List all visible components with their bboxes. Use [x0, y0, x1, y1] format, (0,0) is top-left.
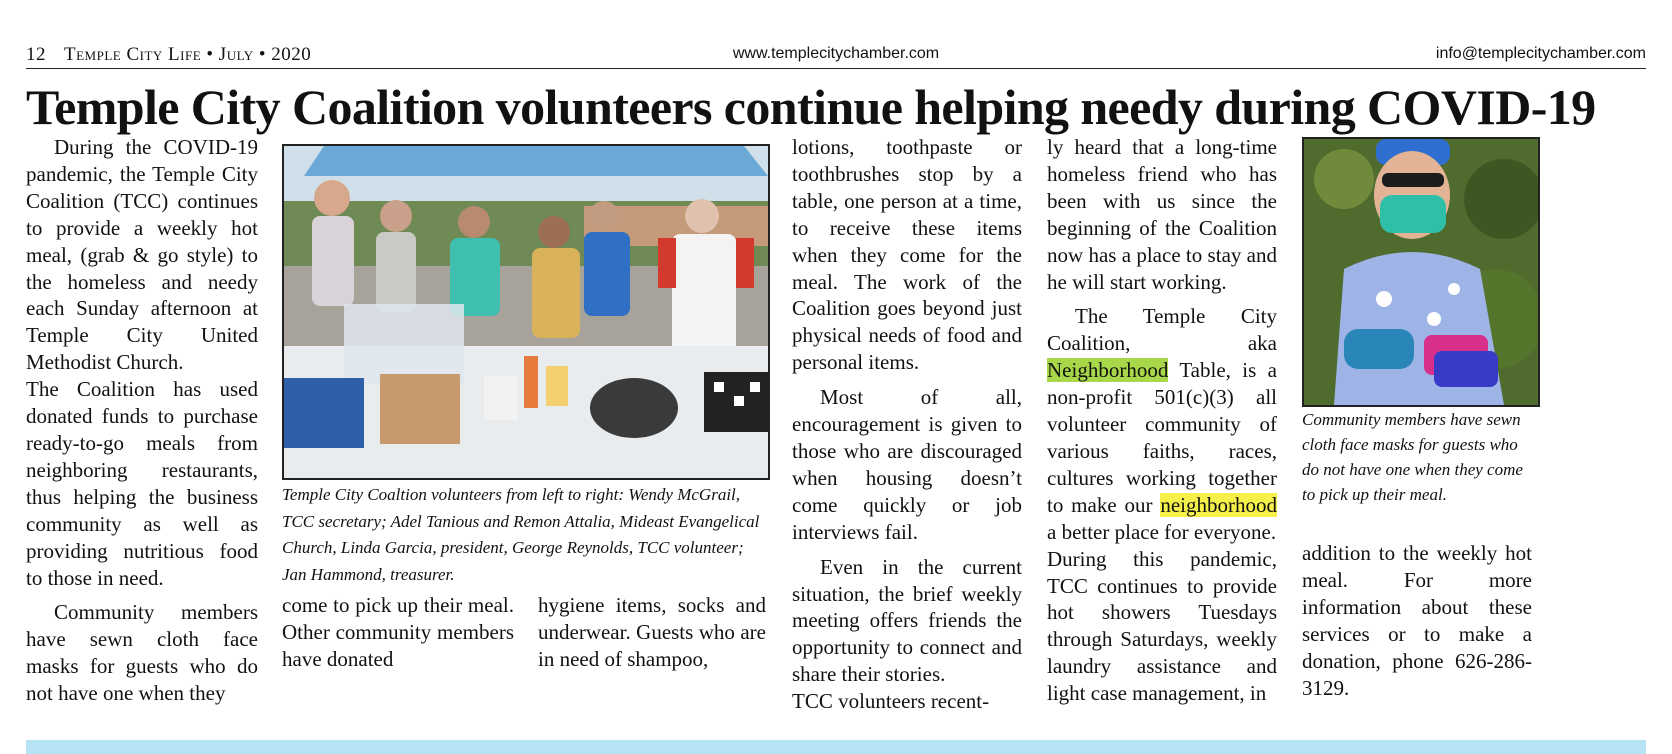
paragraph: hygiene items, socks and underwear. Guests who are in need of shampoo, [538, 593, 766, 671]
volunteers-photo [282, 144, 770, 480]
page-number: 12 [26, 44, 46, 65]
article-column-5 [1047, 134, 1277, 707]
face-mask-photo [1302, 137, 1540, 407]
article-column-6 [1302, 540, 1532, 701]
page-header [26, 42, 1646, 69]
highlight-green: Neighborhood [1047, 358, 1169, 383]
face-mask-photo-illustration [1304, 139, 1538, 405]
volunteers-photo-caption: Temple City Coaltion volunteers from left to right: Wendy McGrail, TCC secretary; Adel Tanious and Remon Attalia, Mideast Evangelical Church, Linda Garcia, president, George Reynolds, TCC volunteer; Jan Hammond, treasurer. [282, 485, 760, 584]
paragraph: come to pick up their meal. Other community members have donated [282, 593, 514, 671]
article-column-4 [792, 134, 1022, 715]
volunteers-photo-illustration [284, 146, 768, 478]
text-run: The Temple City Coalition, aka [1047, 304, 1277, 356]
paragraph: During this pandemic, TCC continues to provide hot showers Tuesdays through Saturdays, weekly laundry assistance and light case management, in [1047, 546, 1277, 706]
paragraph: ly heard that a long-time homeless friend who has been with us since the beginning of the Coalition now has a place to stay and he will start working. [1047, 135, 1277, 294]
paragraph: Even in the current situation, the brief weekly meeting offers friends the opportunity to connect and share their stories. [792, 554, 1022, 687]
paragraph: During the COVID-19 pandemic, the Temple City Coalition (TCC) continues to provide a weekly hot meal, (grab & go style) to the homeless and needy each Sunday afternoon at Temple City United Methodist Church. [26, 135, 258, 375]
paragraph: addition to the weekly hot meal. For more information about these services or to make a donation, phone 626-286-3129. [1302, 541, 1532, 700]
email-link[interactable]: info@templecitychamber.com [1435, 45, 1646, 62]
article-column-2 [282, 592, 514, 673]
website-link[interactable]: www.templecitychamber.com [732, 45, 940, 62]
face-mask-photo-caption: Community members have sewn cloth face masks for guests who do not have one when they come to pick up their meal. [1302, 410, 1523, 504]
article-headline: Temple City Coalition volunteers continue helping needy during COVID-19 [26, 79, 1596, 135]
footer-bar [26, 740, 1646, 754]
article-column-1 [26, 134, 258, 707]
publication-name: Temple City Life • July • 2020 [64, 44, 312, 65]
paragraph: Community members have sewn cloth face masks for guests who do not have one when they [26, 600, 258, 706]
article-column-3 [538, 592, 766, 673]
paragraph: lotions, toothpaste or toothbrushes stop by a table, one person at a time, to receive these items when they come for the meal. The work of the Coalition goes beyond just physical needs of food and personal items. [792, 135, 1022, 375]
text-run: Table, is a non-profit 501(c)(3) all volunteer community of various faiths, races, cultures working together to make our [1047, 358, 1277, 517]
text-run: a better place for everyone. [1047, 519, 1277, 544]
paragraph: Most of all, encouragement is given to those who are discouraged when housing doesn’t come quickly or job interviews fail. [792, 385, 1022, 544]
paragraph: The Coalition has used donated funds to purchase ready-to-go meals from neighboring restaurants, thus helping the business community as well as providing nutritious food to those in need. [26, 377, 258, 590]
paragraph [1047, 303, 1277, 545]
paragraph: TCC volunteers recent- [792, 689, 990, 714]
highlight-yellow: neighborhood [1160, 492, 1277, 517]
